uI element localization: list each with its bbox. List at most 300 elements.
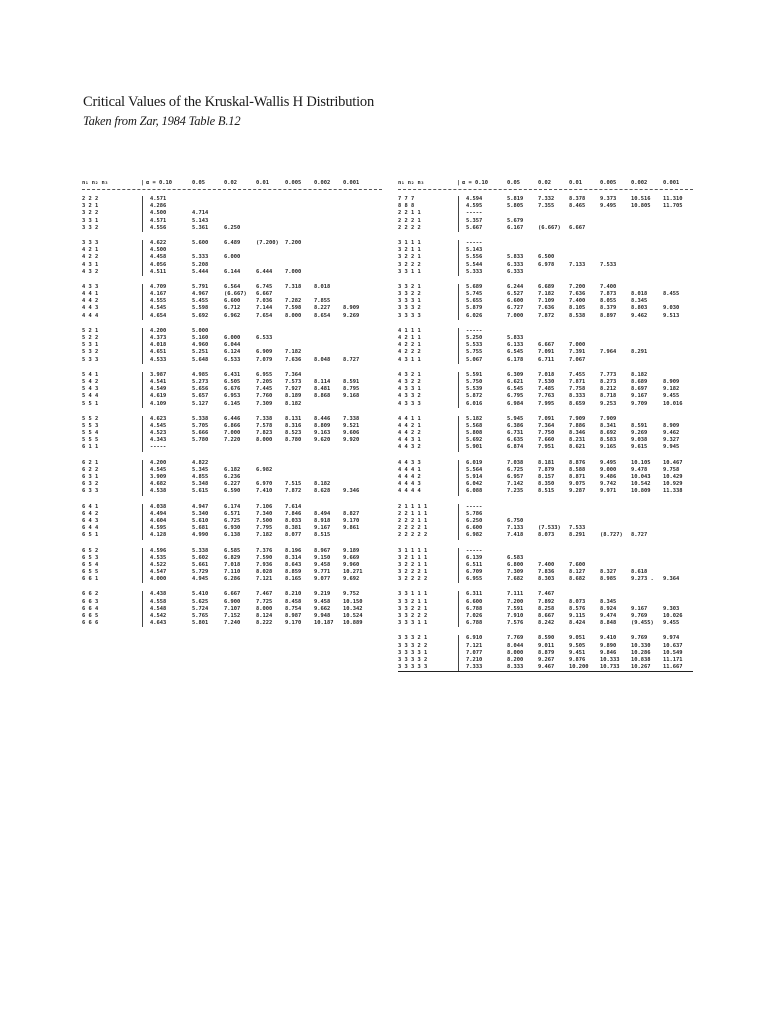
critical-value: 8.073 bbox=[569, 598, 586, 605]
critical-value: 8.127 bbox=[569, 569, 586, 576]
critical-value: 8.346 bbox=[569, 430, 586, 437]
table-row bbox=[398, 298, 693, 305]
critical-value: 10.805 bbox=[631, 203, 651, 210]
critical-value: 4.511 bbox=[150, 268, 167, 275]
critical-value: 6.444 bbox=[256, 268, 273, 275]
critical-value: 6.874 bbox=[507, 444, 524, 451]
critical-value: 4.571 bbox=[150, 217, 167, 224]
critical-value: 8.157 bbox=[538, 474, 555, 480]
critical-value: 4.545 bbox=[150, 305, 167, 312]
critical-value: 10.200 bbox=[569, 664, 589, 671]
critical-value: 8.291 bbox=[631, 349, 648, 356]
critical-value: 10.516 bbox=[631, 196, 651, 202]
critical-value: 4.654 bbox=[150, 312, 167, 319]
sample-sizes: 4 3 3 3 bbox=[398, 400, 421, 407]
table-row bbox=[82, 269, 382, 276]
table-row bbox=[82, 218, 382, 225]
sample-sizes: 4 3 3 1 bbox=[398, 386, 421, 393]
critical-value: 7.636 bbox=[569, 291, 586, 298]
critical-value: 8.381 bbox=[285, 525, 302, 532]
table-row bbox=[398, 467, 693, 474]
critical-value: 7.795 bbox=[256, 525, 273, 532]
table-row bbox=[82, 548, 382, 555]
critical-value: 10.838 bbox=[631, 656, 651, 663]
critical-value: 7.200 bbox=[285, 239, 302, 246]
critical-value: 9.253 bbox=[600, 400, 617, 407]
critical-value: 7.355 bbox=[538, 203, 555, 210]
critical-value: 9.474 bbox=[600, 613, 617, 619]
critical-value: 5.067 bbox=[466, 356, 483, 363]
critical-value: 8.538 bbox=[569, 312, 586, 319]
sample-sizes: 3 2 2 2 1 bbox=[398, 569, 428, 576]
critical-value: 8.809 bbox=[314, 422, 331, 429]
critical-value: 8.379 bbox=[600, 305, 617, 312]
sample-sizes: 4 3 3 bbox=[82, 283, 99, 290]
critical-value: 6.124 bbox=[224, 349, 241, 356]
critical-value: 8.258 bbox=[538, 605, 555, 612]
critical-value: (8.727) bbox=[600, 532, 623, 539]
table-row bbox=[398, 430, 693, 437]
critical-value: 10.637 bbox=[663, 642, 683, 649]
table-row bbox=[398, 254, 693, 261]
critical-value: 9.165 bbox=[600, 444, 617, 451]
sample-sizes: 5 5 3 bbox=[82, 422, 99, 429]
group-spacer bbox=[398, 496, 693, 504]
critical-value: 7.144 bbox=[256, 305, 273, 312]
critical-value: 7.106 bbox=[256, 503, 273, 510]
sample-sizes: 2 2 2 1 bbox=[398, 217, 421, 224]
table-row bbox=[398, 444, 693, 451]
critical-value: 9.505 bbox=[569, 642, 586, 649]
table-row bbox=[398, 635, 693, 642]
critical-value: 5.610 bbox=[192, 517, 209, 524]
sample-sizes: 4 2 2 1 bbox=[398, 342, 421, 349]
critical-value: 5.338 bbox=[192, 415, 209, 422]
critical-value: 7.871 bbox=[569, 378, 586, 385]
critical-value: 5.661 bbox=[192, 561, 209, 568]
critical-value: 7.067 bbox=[569, 356, 586, 363]
critical-value: 4.128 bbox=[150, 532, 167, 539]
table-row bbox=[82, 305, 382, 312]
table-row bbox=[82, 357, 382, 364]
group-spacer bbox=[398, 364, 693, 372]
table-row bbox=[82, 518, 382, 525]
critical-value: 5.780 bbox=[192, 437, 209, 444]
table-row bbox=[398, 474, 693, 481]
critical-value: 9.373 bbox=[600, 196, 617, 202]
critical-value: 6.333 bbox=[507, 268, 524, 275]
sample-sizes: 4 4 4 4 bbox=[398, 488, 421, 495]
critical-value: 5.681 bbox=[192, 525, 209, 532]
critical-value: 7.091 bbox=[538, 349, 555, 356]
critical-value: 8.987 bbox=[285, 613, 302, 619]
critical-value: 7.000 bbox=[224, 430, 241, 437]
critical-value: 8.131 bbox=[285, 415, 302, 422]
critical-value: 8.189 bbox=[285, 393, 302, 400]
critical-value: 8.182 bbox=[314, 481, 331, 488]
table-row bbox=[82, 372, 382, 379]
critical-value: 5.901 bbox=[466, 444, 483, 451]
critical-value: 9.030 bbox=[663, 305, 680, 312]
critical-value: 6.709 bbox=[466, 569, 483, 576]
critical-value: 5.556 bbox=[466, 254, 483, 261]
critical-value: 5.625 bbox=[192, 598, 209, 605]
critical-value: 10.889 bbox=[343, 620, 363, 627]
critical-value: 8.182 bbox=[285, 400, 302, 407]
critical-value: 7.964 bbox=[600, 349, 617, 356]
sample-sizes: 6 4 4 bbox=[82, 525, 99, 532]
critical-value: 9.495 bbox=[600, 203, 617, 210]
critical-value: 8.590 bbox=[538, 635, 555, 642]
critical-value: 8.018 bbox=[631, 291, 648, 298]
critical-value: 9.077 bbox=[314, 576, 331, 583]
sample-sizes: 3 2 1 1 bbox=[398, 247, 421, 254]
row-group bbox=[82, 460, 382, 496]
table-row bbox=[82, 379, 382, 386]
critical-value: 9.945 bbox=[663, 444, 680, 451]
header-alpha-6: 0.001 bbox=[663, 180, 680, 186]
critical-value: 4.343 bbox=[150, 437, 167, 444]
sample-sizes: 3 1 1 1 1 bbox=[398, 547, 428, 554]
critical-value: 5.879 bbox=[466, 305, 483, 312]
critical-value: 4.558 bbox=[150, 598, 167, 605]
critical-value: 7.109 bbox=[538, 298, 555, 305]
sample-sizes: 3 2 2 bbox=[82, 210, 99, 217]
critical-value: 7.220 bbox=[224, 437, 241, 444]
critical-value: 6.955 bbox=[256, 371, 273, 378]
table-row bbox=[82, 393, 382, 400]
critical-value: 7.614 bbox=[285, 503, 302, 510]
critical-value: 8.848 bbox=[600, 620, 617, 627]
critical-value: 8.048 bbox=[314, 356, 331, 363]
critical-value: 9.462 bbox=[631, 312, 648, 319]
table-row bbox=[82, 416, 382, 423]
table-row bbox=[398, 437, 693, 444]
sample-sizes: 5 5 4 bbox=[82, 430, 99, 437]
critical-value: 7.338 bbox=[256, 415, 273, 422]
critical-value: 9.410 bbox=[600, 635, 617, 642]
critical-value: 7.200 bbox=[569, 283, 586, 290]
critical-value: 5.143 bbox=[192, 217, 209, 224]
critical-value: 7.240 bbox=[224, 620, 241, 627]
critical-value: 4.822 bbox=[192, 459, 209, 466]
critical-value: 9.269 bbox=[343, 312, 360, 319]
critical-value: 7.026 bbox=[466, 613, 483, 619]
critical-value: 7.091 bbox=[538, 415, 555, 422]
critical-value: 8.000 bbox=[256, 605, 273, 612]
table-row bbox=[82, 467, 382, 474]
critical-value: 6.711 bbox=[538, 356, 555, 363]
critical-value: 5.786 bbox=[466, 510, 483, 517]
critical-value: 6.533 bbox=[224, 356, 241, 363]
sample-sizes: 6 6 1 bbox=[82, 576, 99, 583]
sample-sizes: 6 5 1 bbox=[82, 532, 99, 539]
critical-value: 10.150 bbox=[343, 598, 363, 605]
critical-value: 8.124 bbox=[256, 613, 273, 619]
critical-value: 7.892 bbox=[538, 598, 555, 605]
critical-value: 5.127 bbox=[192, 400, 209, 407]
sample-sizes: 6 1 1 bbox=[82, 444, 99, 451]
group-spacer bbox=[82, 583, 382, 591]
critical-value: 8.165 bbox=[285, 576, 302, 583]
header-sample-sizes: n₁ n₂ n₃ bbox=[398, 180, 424, 186]
critical-value: 6.167 bbox=[507, 224, 524, 231]
critical-value: 7.340 bbox=[256, 510, 273, 517]
critical-value: 5.333 bbox=[192, 254, 209, 261]
sample-sizes: 2 2 1 1 1 bbox=[398, 510, 428, 517]
critical-value: 6.745 bbox=[256, 283, 273, 290]
critical-value: 9.267 bbox=[538, 656, 555, 663]
critical-value: 7.400 bbox=[538, 561, 555, 568]
sample-sizes: 4 4 4 bbox=[82, 312, 99, 319]
critical-value: 9.495 bbox=[600, 459, 617, 466]
sample-sizes: 5 4 4 bbox=[82, 393, 99, 400]
critical-value: 4.494 bbox=[150, 510, 167, 517]
critical-value: 8.871 bbox=[569, 474, 586, 480]
critical-value: 5.765 bbox=[192, 613, 209, 619]
critical-value: 6.725 bbox=[507, 466, 524, 473]
critical-value: 7.182 bbox=[285, 349, 302, 356]
critical-value: 6.725 bbox=[224, 517, 241, 524]
critical-value: 7.636 bbox=[538, 305, 555, 312]
critical-value: 9.890 bbox=[600, 642, 617, 649]
table-row bbox=[398, 650, 693, 657]
sample-sizes: 3 3 3 bbox=[82, 239, 99, 246]
critical-value: 5.251 bbox=[192, 349, 209, 356]
row-group bbox=[398, 591, 693, 627]
sample-sizes: 4 4 4 3 bbox=[398, 481, 421, 488]
critical-value: 5.755 bbox=[466, 349, 483, 356]
critical-value: ----- bbox=[466, 547, 483, 554]
critical-value: 9.219 bbox=[314, 591, 331, 598]
critical-value: 8.077 bbox=[285, 532, 302, 539]
critical-value: 4.682 bbox=[150, 481, 167, 488]
table-row bbox=[398, 613, 693, 620]
critical-value: 8.897 bbox=[600, 312, 617, 319]
table-row bbox=[398, 379, 693, 386]
critical-value: 9.189 bbox=[343, 547, 360, 554]
critical-value: 7.467 bbox=[538, 591, 555, 598]
critical-value: 9.974 bbox=[663, 635, 680, 642]
critical-value: (6.667) bbox=[538, 224, 561, 231]
critical-value: 7.578 bbox=[256, 422, 273, 429]
critical-value: 6.138 bbox=[224, 532, 241, 539]
page-subtitle: Taken from Zar, 1984 Table B.12 bbox=[83, 114, 241, 128]
critical-value: 4.604 bbox=[150, 517, 167, 524]
critical-value: 7.400 bbox=[600, 283, 617, 290]
critical-value: 5.808 bbox=[466, 430, 483, 437]
table-row bbox=[398, 269, 693, 276]
critical-value: 7.636 bbox=[285, 356, 302, 363]
critical-value: 6.236 bbox=[224, 474, 241, 480]
critical-value: 8.654 bbox=[314, 312, 331, 319]
critical-value: 4.458 bbox=[150, 254, 167, 261]
sample-sizes: 3 2 1 bbox=[82, 203, 99, 210]
critical-value: ----- bbox=[466, 503, 483, 510]
critical-value: 4.523 bbox=[150, 430, 167, 437]
critical-value: 9.971 bbox=[600, 488, 617, 495]
critical-value: 4.967 bbox=[192, 291, 209, 298]
sample-sizes: 3 3 1 1 1 bbox=[398, 591, 428, 598]
critical-value: 6.930 bbox=[224, 525, 241, 532]
critical-value: 4.619 bbox=[150, 393, 167, 400]
critical-value: 7.909 bbox=[600, 415, 617, 422]
critical-value: 5.338 bbox=[192, 547, 209, 554]
critical-value: 8.000 bbox=[256, 437, 273, 444]
critical-value: 9.960 bbox=[343, 561, 360, 568]
critical-value: 6.571 bbox=[224, 510, 241, 517]
critical-value: 8.316 bbox=[285, 422, 302, 429]
critical-value: 8.314 bbox=[285, 554, 302, 561]
critical-value: 8.333 bbox=[569, 393, 586, 400]
critical-value: 8.073 bbox=[538, 532, 555, 539]
row-group bbox=[82, 548, 382, 584]
row-group bbox=[82, 196, 382, 232]
sample-sizes: 3 3 2 2 1 bbox=[398, 605, 428, 612]
header-alpha-0: α = 0.10 bbox=[146, 180, 172, 186]
critical-value: 7.364 bbox=[538, 422, 555, 429]
critical-value: 6.026 bbox=[466, 312, 483, 319]
table-row bbox=[398, 606, 693, 613]
critical-value: 6.800 bbox=[507, 561, 524, 568]
sample-sizes: 6 5 3 bbox=[82, 554, 99, 561]
group-spacer bbox=[398, 627, 693, 635]
sample-sizes: 6 4 2 bbox=[82, 510, 99, 517]
critical-value: 8.803 bbox=[631, 305, 648, 312]
critical-value: 9.758 bbox=[663, 466, 680, 473]
critical-value: 5.345 bbox=[192, 466, 209, 473]
table-row bbox=[82, 225, 382, 232]
critical-value: 10.016 bbox=[663, 400, 683, 407]
critical-value: 8.667 bbox=[538, 613, 555, 619]
table-row bbox=[82, 620, 382, 627]
critical-value: 7.400 bbox=[569, 298, 586, 305]
critical-value: 6.000 bbox=[224, 335, 241, 341]
group-spacer bbox=[398, 583, 693, 591]
group-spacer bbox=[398, 320, 693, 328]
critical-value: 8.242 bbox=[538, 620, 555, 627]
critical-value: 6.982 bbox=[466, 532, 483, 539]
critical-value: 11.310 bbox=[663, 196, 683, 202]
critical-value: 11.667 bbox=[663, 664, 683, 671]
table-row bbox=[398, 525, 693, 532]
critical-value: 8.333 bbox=[507, 664, 524, 671]
critical-value: 8.341 bbox=[600, 422, 617, 429]
critical-value: 4.714 bbox=[192, 210, 209, 217]
table-row bbox=[398, 460, 693, 467]
row-group bbox=[82, 240, 382, 276]
critical-value: 6.984 bbox=[507, 400, 524, 407]
critical-value: 7.995 bbox=[538, 400, 555, 407]
sample-sizes: 2 2 2 2 1 bbox=[398, 525, 428, 532]
sample-sizes: 4 3 1 bbox=[82, 261, 99, 268]
critical-values-table-left bbox=[82, 180, 382, 627]
table-row bbox=[398, 488, 693, 495]
header-alpha-4: 0.005 bbox=[600, 180, 617, 186]
table-row bbox=[398, 284, 693, 291]
critical-value: 4.535 bbox=[150, 554, 167, 561]
critical-value: 6.667 bbox=[538, 342, 555, 349]
critical-value: 8.583 bbox=[600, 437, 617, 444]
critical-value: 7.758 bbox=[569, 386, 586, 393]
row-group bbox=[398, 416, 693, 452]
table-row bbox=[82, 488, 382, 495]
critical-value: 9.000 bbox=[600, 466, 617, 473]
sample-sizes: 5 4 2 bbox=[82, 378, 99, 385]
critical-value: 9.920 bbox=[343, 437, 360, 444]
critical-value: 9.038 bbox=[631, 437, 648, 444]
critical-value: 8.378 bbox=[569, 196, 586, 202]
row-group bbox=[398, 284, 693, 320]
critical-value: 10.429 bbox=[663, 474, 683, 480]
critical-value: 6.900 bbox=[224, 598, 241, 605]
critical-value: 3.909 bbox=[150, 474, 167, 480]
critical-value: 8.200 bbox=[507, 656, 524, 663]
sample-sizes: 5 3 2 bbox=[82, 349, 99, 356]
critical-value: 4.547 bbox=[150, 569, 167, 576]
critical-value: (6.667) bbox=[224, 291, 247, 298]
table-row bbox=[82, 511, 382, 518]
critical-value: 6.667 bbox=[224, 591, 241, 598]
sample-sizes: 4 4 2 2 bbox=[398, 430, 421, 437]
critical-value: 7.210 bbox=[466, 656, 483, 663]
critical-value: 6.174 bbox=[224, 503, 241, 510]
critical-value: 6.788 bbox=[466, 620, 483, 627]
critical-value: 7.951 bbox=[538, 444, 555, 451]
critical-value: 6.309 bbox=[507, 371, 524, 378]
critical-value: 7.823 bbox=[256, 430, 273, 437]
critical-value: 10.733 bbox=[600, 664, 620, 671]
table-row bbox=[82, 606, 382, 613]
critical-value: 8.181 bbox=[538, 459, 555, 466]
critical-value: 7.079 bbox=[256, 356, 273, 363]
critical-value: 10.809 bbox=[631, 488, 651, 495]
table-row bbox=[398, 664, 693, 672]
header-alpha-2: 0.02 bbox=[224, 180, 237, 186]
critical-value: 8.697 bbox=[631, 386, 648, 393]
critical-value: 8.494 bbox=[314, 510, 331, 517]
table-row bbox=[398, 247, 693, 254]
critical-value: 9.458 bbox=[314, 598, 331, 605]
critical-value: 9.521 bbox=[343, 422, 360, 429]
critical-value: 6.088 bbox=[466, 488, 483, 495]
sample-sizes: 4 4 2 1 bbox=[398, 422, 421, 429]
critical-value: 6.727 bbox=[507, 305, 524, 312]
sample-sizes: 3 3 2 1 1 bbox=[398, 598, 428, 605]
header-alpha-4: 0.005 bbox=[285, 180, 302, 186]
critical-value: 9.167 bbox=[631, 605, 648, 612]
critical-value: 7.391 bbox=[569, 349, 586, 356]
critical-value: 8.114 bbox=[314, 378, 331, 385]
critical-value: 7.121 bbox=[466, 642, 483, 649]
critical-value: 9.752 bbox=[343, 591, 360, 598]
table-row bbox=[82, 555, 382, 562]
critical-value: 4.945 bbox=[192, 576, 209, 583]
critical-value: 9.150 bbox=[314, 554, 331, 561]
table-row bbox=[398, 372, 693, 379]
critical-value: 8.868 bbox=[314, 393, 331, 400]
critical-value: 9.742 bbox=[600, 481, 617, 488]
header-divider: | bbox=[141, 180, 145, 186]
critical-value: 6.545 bbox=[507, 349, 524, 356]
critical-value: 9.182 bbox=[663, 386, 680, 393]
critical-value: 5.333 bbox=[466, 268, 483, 275]
critical-value: 7.038 bbox=[507, 459, 524, 466]
table-row bbox=[398, 518, 693, 525]
critical-value: 7.485 bbox=[538, 386, 555, 393]
critical-value: 7.846 bbox=[285, 510, 302, 517]
critical-value: 6.489 bbox=[224, 239, 241, 246]
